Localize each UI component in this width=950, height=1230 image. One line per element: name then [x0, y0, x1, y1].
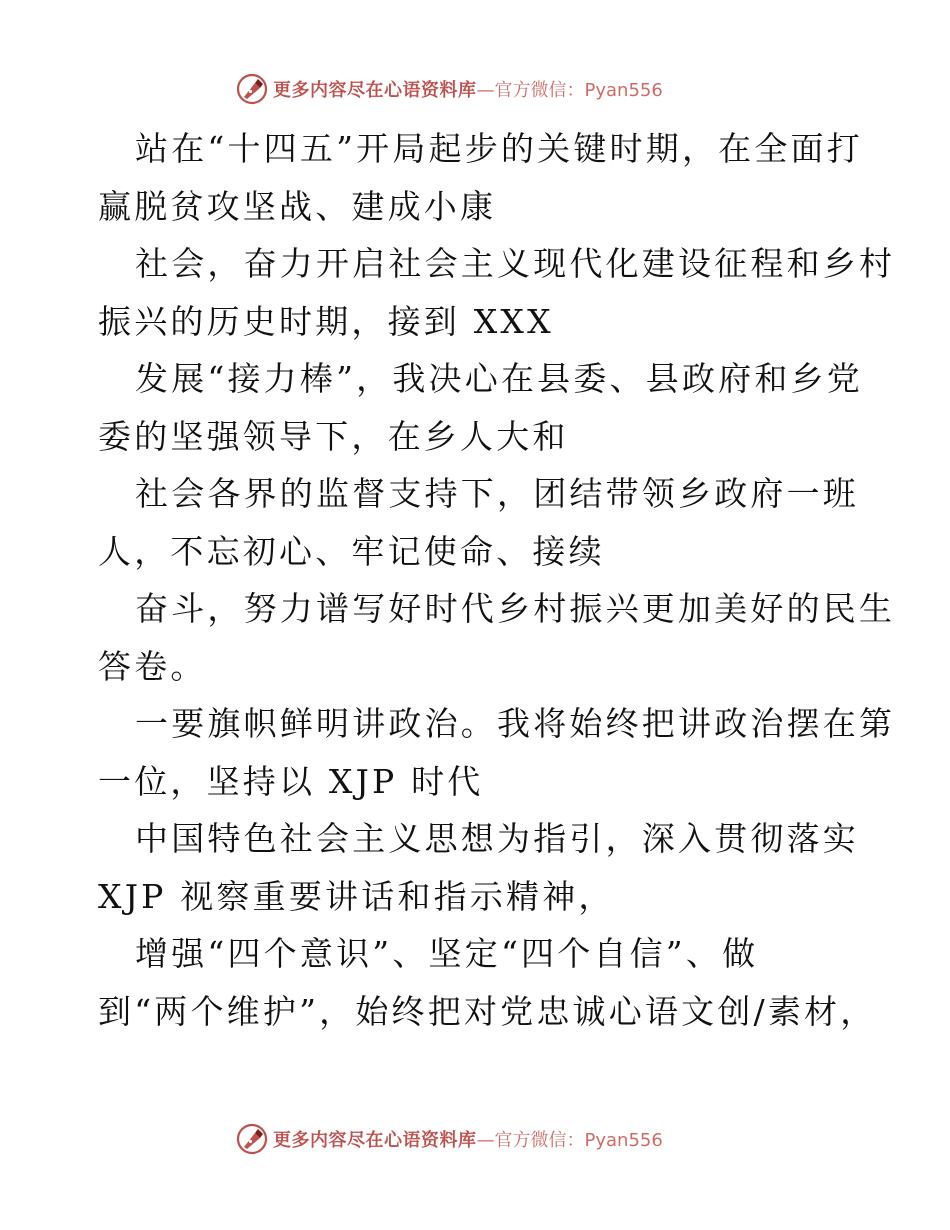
text-line: 增强“四个意识”、坚定“四个自信”、做 — [135, 934, 759, 973]
text-line: 中国特色社会主义思想为指引，深入贯彻落实 — [135, 819, 859, 858]
text-line: 答卷。 — [98, 646, 207, 686]
text-line: 一要旗帜鲜明讲政治。我将始终把讲政治摆在第 — [135, 704, 896, 743]
text-line: 委的坚强领导下，在乡人大和 — [98, 416, 569, 456]
text-line: 一位，坚持以 XJP 时代 — [98, 761, 484, 801]
banner-contact: —官方微信：Pyan556 — [476, 80, 663, 101]
text-line: XJP 视察重要讲话和指示精神， — [98, 876, 615, 916]
text-line: 社会，奋力开启社会主义现代化建设征程和乡村 — [135, 244, 896, 283]
text-line: 人，不忘初心、牢记使命、接续 — [98, 531, 605, 571]
pen-nib-logo-icon — [235, 1122, 269, 1156]
banner-title: 更多内容尽在心语资料库 — [273, 1130, 477, 1151]
text-line: 奋斗，努力谱写好时代乡村振兴更加美好的民生 — [135, 589, 896, 628]
banner-contact: —官方微信：Pyan556 — [476, 1130, 663, 1151]
text-line: 站在“十四五”开局起步的关键时期，在全面打 — [135, 129, 863, 168]
pen-nib-logo-icon — [235, 72, 269, 106]
header-banner — [235, 72, 715, 106]
text-line: 到“两个维护”，始终把对党忠诚心语文创/素材， — [98, 991, 877, 1031]
banner-title: 更多内容尽在心语资料库 — [273, 80, 477, 101]
text-line: 社会各界的监督支持下，团结带领乡政府一班 — [135, 474, 859, 513]
body-text — [98, 120, 896, 1040]
footer-banner — [235, 1122, 715, 1156]
text-line: 振兴的历史时期，接到 XXX — [98, 301, 554, 341]
text-line: 发展“接力棒”，我决心在县委、县政府和乡党 — [135, 359, 863, 398]
text-line: 赢脱贫攻坚战、建成小康 — [98, 186, 497, 226]
